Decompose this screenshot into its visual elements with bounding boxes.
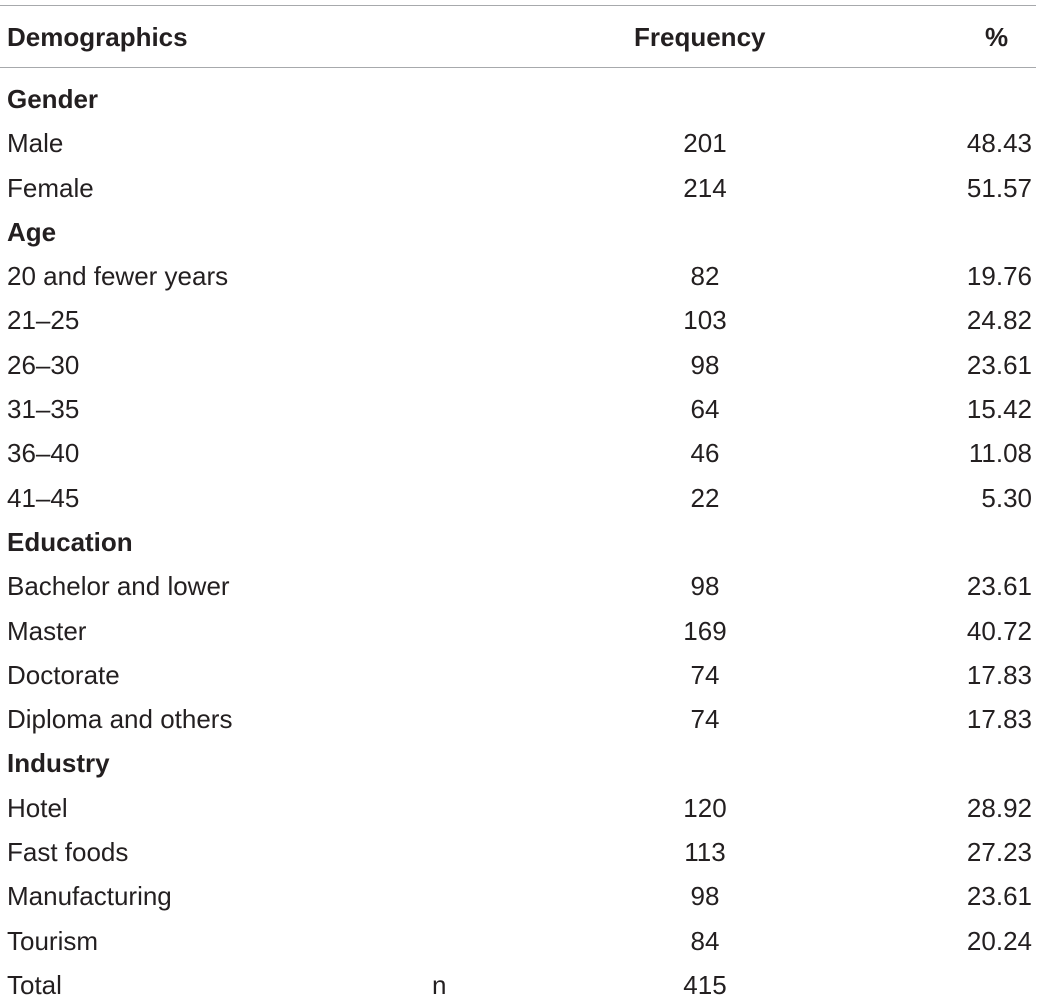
table-row: [0, 166, 1040, 210]
frequency-cell: 98: [690, 881, 720, 912]
frequency-cell: 64: [690, 394, 720, 425]
percent-cell: 15.42: [966, 394, 1032, 425]
section-row: [0, 520, 1040, 564]
percent-cell: 17.83: [966, 659, 1032, 690]
frequency-cell: 120: [683, 792, 727, 823]
frequency-cell: 201: [683, 128, 727, 159]
table-row: [0, 609, 1040, 653]
table-row: [0, 476, 1040, 520]
section-row: [0, 210, 1040, 254]
percent-cell: 28.92: [966, 792, 1032, 823]
frequency-cell: 214: [683, 172, 727, 203]
header-percent: %: [985, 22, 1009, 52]
percent-cell: 19.76: [966, 261, 1032, 292]
section-label: Education: [7, 526, 133, 557]
section-label: Industry: [7, 748, 110, 779]
row-label: 36–40: [7, 438, 80, 469]
row-label: Male: [7, 128, 64, 159]
frequency-cell: 82: [690, 261, 720, 292]
percent-cell: 51.57: [966, 172, 1032, 203]
section-row: [0, 741, 1040, 785]
table-header-rule: [0, 67, 1036, 68]
header-frequency: Frequency: [634, 22, 766, 52]
percent-cell: 40.72: [966, 615, 1032, 646]
table-top-rule: [0, 5, 1036, 6]
row-label: Master: [7, 615, 87, 646]
percent-cell: 48.43: [966, 128, 1032, 159]
frequency-cell: 84: [690, 925, 720, 956]
percent-cell: 23.61: [966, 571, 1032, 602]
frequency-cell: 415: [683, 969, 727, 1000]
row-label: 20 and fewer years: [7, 261, 229, 292]
table-row: [0, 254, 1040, 298]
table-row: [0, 431, 1040, 475]
percent-cell: 23.61: [966, 349, 1032, 380]
row-label: Tourism: [7, 925, 99, 956]
row-label: 21–25: [7, 305, 80, 336]
percent-cell: 27.23: [966, 837, 1032, 868]
table-row: [0, 121, 1040, 165]
section-label: Age: [7, 216, 57, 247]
table-row: [0, 298, 1040, 342]
row-label: Total: [7, 969, 62, 1000]
total-row: [0, 963, 1040, 1007]
table-body: [0, 77, 1040, 1007]
table-row: [0, 830, 1040, 874]
frequency-cell: 98: [690, 349, 720, 380]
percent-cell: 23.61: [966, 881, 1032, 912]
percent-cell: 5.30: [981, 482, 1032, 513]
frequency-cell: 103: [683, 305, 727, 336]
table-header-row: [0, 12, 1040, 62]
row-label: 41–45: [7, 482, 80, 513]
section-row: [0, 77, 1040, 121]
frequency-cell: 113: [684, 837, 726, 868]
row-label: Female: [7, 172, 94, 203]
total-n-label: n: [432, 969, 447, 1000]
frequency-cell: 169: [683, 615, 727, 646]
row-label: Manufacturing: [7, 881, 172, 912]
row-label: Hotel: [7, 792, 68, 823]
table-row: [0, 919, 1040, 963]
row-label: 31–35: [7, 394, 80, 425]
frequency-cell: 22: [690, 482, 720, 513]
table-row: [0, 874, 1040, 918]
frequency-cell: 46: [690, 438, 720, 469]
table-row: [0, 564, 1040, 608]
frequency-cell: 98: [690, 571, 720, 602]
section-label: Gender: [7, 84, 99, 114]
row-label: 26–30: [7, 349, 80, 380]
row-label: Doctorate: [7, 659, 120, 690]
row-label: Fast foods: [7, 837, 129, 868]
header-demographics: Demographics: [7, 22, 188, 52]
percent-cell: 24.82: [966, 305, 1032, 336]
percent-cell: 20.24: [966, 925, 1032, 956]
row-label: Bachelor and lower: [7, 571, 230, 602]
table-row: [0, 653, 1040, 697]
frequency-cell: 74: [690, 704, 720, 735]
row-label: Diploma and others: [7, 704, 233, 735]
percent-cell: 17.83: [966, 704, 1032, 735]
table-row: [0, 786, 1040, 830]
table-row: [0, 387, 1040, 431]
table-row: [0, 697, 1040, 741]
frequency-cell: 74: [690, 659, 720, 690]
percent-cell: 11.08: [968, 438, 1032, 469]
table-row: [0, 343, 1040, 387]
